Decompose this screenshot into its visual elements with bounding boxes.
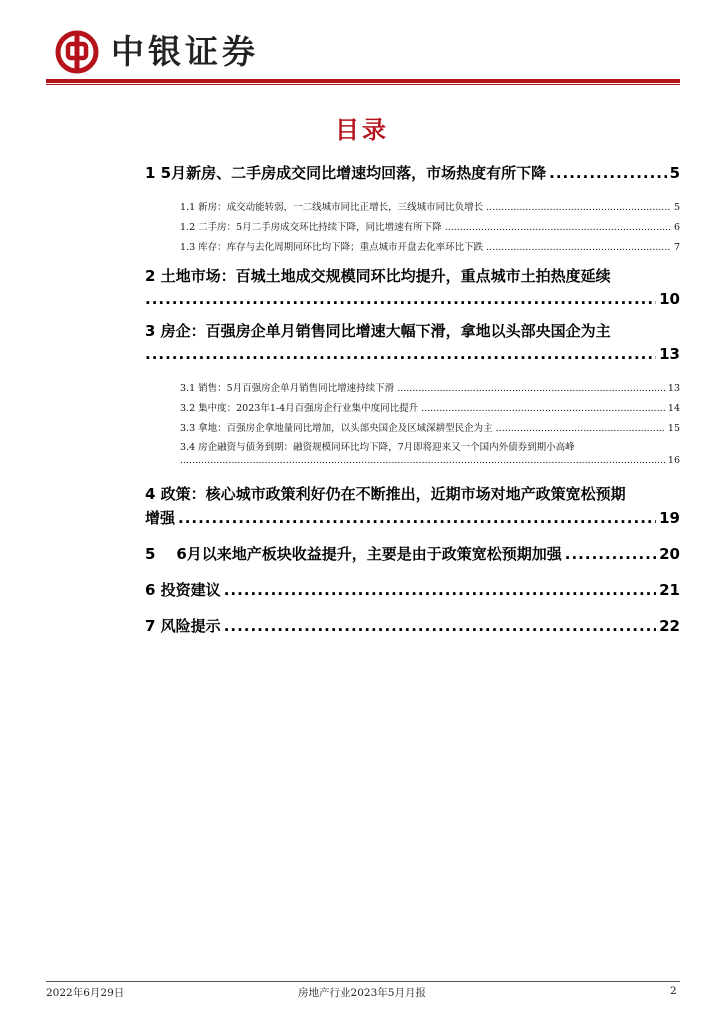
- dot-leader: [496, 423, 665, 434]
- toc-entry-number: 3.4: [180, 442, 196, 453]
- toc-entry-number: 4: [145, 485, 156, 503]
- dot-leader: [224, 617, 656, 635]
- toc-entry-title: 6月以来地产板块收益提升，主要是由于政策宽松预期加强: [176, 545, 562, 563]
- toc-entry-title: 风险提示: [160, 617, 221, 635]
- toc-entry-number: 1.3: [180, 242, 196, 253]
- toc-entry-continuation[interactable]: [145, 290, 680, 308]
- toc-entry-page: 20: [659, 545, 680, 563]
- toc-entry[interactable]: [145, 543, 680, 564]
- toc-entry-title: 库存：库存与去化周期同环比均下降；重点城市开盘去化率环比下跌: [198, 242, 484, 253]
- toc-entry[interactable]: [145, 320, 680, 341]
- toc-entry-page: 7: [673, 242, 680, 253]
- toc-entry-title: 拿地：百强房企拿地量同比增加，以头部央国企及区域深耕型民企为主: [198, 423, 493, 434]
- toc-entry[interactable]: [145, 265, 680, 286]
- toc-entry-page: 22: [659, 617, 680, 635]
- toc-entry[interactable]: [145, 162, 680, 183]
- toc-entry-number: 6: [145, 581, 156, 599]
- dot-leader: [145, 290, 656, 308]
- toc-entry-number: 5: [145, 545, 156, 563]
- toc-entry-number: 3: [145, 322, 156, 340]
- toc-entry-number: 3.3: [180, 423, 196, 434]
- toc-subentry[interactable]: [180, 420, 680, 434]
- toc-entry-title: 土地市场：百城土地成交规模同环比均提升，重点城市土拍热度延续: [160, 267, 611, 285]
- dot-leader: [145, 345, 656, 363]
- toc-entry-title: 销售：5月百强房企单月销售同比增速持续下滑: [198, 383, 395, 394]
- toc-entry-number: 2: [145, 267, 156, 285]
- toc-entry-page: 5: [669, 164, 680, 182]
- toc-subentry[interactable]: [180, 199, 680, 213]
- toc-entry-title-tail: 增强: [145, 509, 176, 527]
- dot-leader: [397, 383, 665, 394]
- footer-report-name: 房地产行业2023年5月月报: [298, 987, 426, 999]
- toc-entry-title: 集中度：2023年1-4月百强房企行业集中度同比提升: [198, 403, 419, 414]
- toc-entry-number: 7: [145, 617, 156, 635]
- toc-entry-title: 二手房：5月二手房成交环比持续下降，同比增速有所下降: [198, 222, 442, 233]
- toc-entry-title: 5月新房、二手房成交同比增速均回落，市场热度有所下降: [160, 164, 547, 182]
- toc-entry-number: 3.1: [180, 383, 196, 394]
- toc-entry-number: 1.2: [180, 222, 196, 233]
- toc-entry-title: 政策：核心城市政策利好仍在不断推出，近期市场对地产政策宽松预期: [160, 485, 626, 503]
- dot-leader: [486, 242, 671, 253]
- toc-entry-number: 3.2: [180, 403, 196, 414]
- toc-entry-title: 新房：成交动能转弱，一二线城市同比正增长，三线城市同比负增长: [198, 202, 484, 213]
- dot-leader: [565, 545, 656, 563]
- toc-entry-page: 21: [659, 581, 680, 599]
- toc-subentry[interactable]: [180, 439, 680, 453]
- brand-name: 中银证券: [111, 32, 259, 71]
- footer-divider: [46, 981, 680, 982]
- dot-leader: [180, 455, 665, 466]
- toc-entry[interactable]: [145, 579, 680, 600]
- toc-entry-page: 5: [673, 202, 680, 213]
- toc-subentry[interactable]: [180, 400, 680, 414]
- toc-entry-title: 投资建议: [160, 581, 221, 599]
- toc-entry[interactable]: [145, 615, 680, 636]
- dot-leader: [224, 581, 656, 599]
- toc-entry-page: 10: [659, 290, 680, 308]
- dot-leader: [178, 509, 656, 527]
- footer-date: 2022年6月29日: [46, 987, 125, 999]
- toc-entry-page: 6: [673, 222, 680, 233]
- toc-subentry-continuation[interactable]: [180, 455, 680, 466]
- toc-subentry[interactable]: [180, 239, 680, 253]
- dot-leader: [486, 202, 671, 213]
- toc-entry[interactable]: [145, 483, 680, 504]
- toc-subentry[interactable]: [180, 219, 680, 233]
- dot-leader: [549, 164, 666, 182]
- toc-entry-page: 13: [659, 345, 680, 363]
- toc-entry-page: 15: [667, 423, 680, 434]
- toc-entry-continuation[interactable]: [145, 507, 680, 528]
- toc-title: 目录: [335, 116, 389, 144]
- toc-entry-title: 房企融资与债务到期：融资规模同环比均下降，7月即将迎来又一个国内外债券到期小高峰: [198, 442, 575, 453]
- dot-leader: [421, 403, 665, 414]
- toc-entry-continuation[interactable]: [145, 345, 680, 363]
- toc-subentry[interactable]: [180, 380, 680, 394]
- toc-entry-page: 16: [667, 455, 680, 466]
- toc-entry-title: 房企：百强房企单月销售同比增速大幅下滑，拿地以头部央国企为主: [160, 322, 611, 340]
- footer-page-number: 2: [670, 985, 677, 997]
- dot-leader: [445, 222, 671, 233]
- toc-entry-number: 1.1: [180, 202, 196, 213]
- toc-entry-number: 1: [145, 164, 156, 182]
- toc-entry-page: 19: [659, 509, 680, 527]
- toc-entry-page: 13: [667, 383, 680, 394]
- toc-entry-page: 14: [667, 403, 680, 414]
